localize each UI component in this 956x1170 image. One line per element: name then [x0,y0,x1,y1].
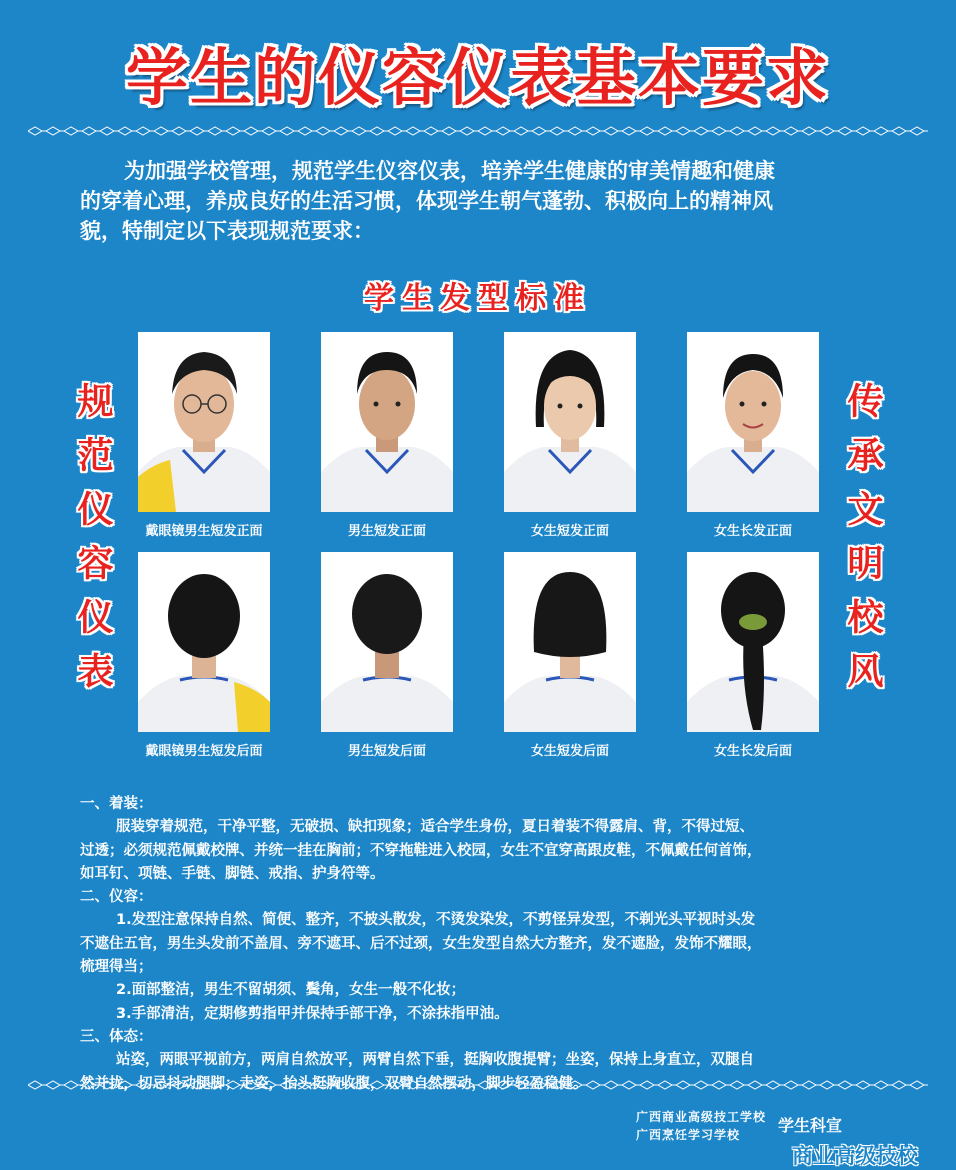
photo-girl-long-front [687,332,819,512]
rules-line: 2.面部整洁，男生不留胡须、鬓角，女生一般不化妆； [116,982,466,999]
rules-section [80,793,900,1096]
caption-girl-short-back: 女生短发后面 [530,744,609,759]
intro-line-3: 貌，特制定以下表现规范要求： [80,219,374,243]
rules-heading-dress: 一、着装： [80,796,153,812]
rules-line: 3.手部清洁，定期修剪指甲并保持手部干净，不涂抹指甲油。 [116,1005,509,1022]
page-title: 学生的仪容仪表基本要求 [125,41,830,114]
top-divider [28,126,928,136]
caption-glasses-boy-back: 戴眼镜男生短发后面 [145,744,263,759]
right-slogan: 传承文明校风 [842,382,884,706]
hairstyle-subtitle: 学生发型标准 [364,281,592,316]
photo-boy-back [321,552,453,732]
rules-line: 不遮住五官，男生头发前不盖眉、旁不遮耳、后不过颈，女生发型自然大方整齐，发不遮脸，发饰不耀眼， [80,935,762,952]
rules-line: 过透；必须规范佩戴校牌、并统一挂在胸前；不穿拖鞋进入校园，女生不宜穿高跟皮鞋，不佩戴任何首饰， [80,842,762,859]
intro-line-1: 为加强学校管理，规范学生仪容仪表，培养学生健康的审美情趣和健康 [124,159,775,183]
caption-girl-long-front: 女生长发正面 [713,524,792,539]
caption-glasses-boy-front: 戴眼镜男生短发正面 [145,524,263,539]
rules-line: 如耳钉、项链、手链、脚链、戒指、护身符等。 [80,865,385,882]
caption-girl-long-back: 女生长发后面 [713,744,792,759]
watermark: 商业高级技校 [792,1144,918,1168]
photo-boy-front [321,332,453,512]
rules-heading-posture: 三、体态： [80,1028,153,1045]
rules-line: 服装穿着规范，干净平整，无破损、缺扣现象；适合学生身份，夏日着装不得露肩、背，不得过短、 [116,819,754,836]
caption-boy-front: 男生短发正面 [347,524,426,539]
left-slogan: 规范仪容仪表 [72,382,114,706]
intro-line-2: 的穿着心理，养成良好的生活习惯，体现学生朝气蓬勃、积极向上的精神风 [80,189,773,213]
rules-heading-appearance: 二、仪容： [80,889,153,906]
photo-glasses-boy-front [138,332,270,512]
photo-glasses-boy-back [138,552,270,732]
photo-girl-short-front [504,332,636,512]
bottom-divider [28,1080,928,1090]
caption-girl-short-front: 女生短发正面 [530,524,609,539]
photo-girl-long-back [687,552,819,732]
footer-school-1: 广西商业高级技工学校 [636,1110,767,1124]
footer-dept: 学生科宣 [778,1116,843,1135]
caption-boy-back: 男生短发后面 [347,744,426,759]
intro-paragraph [80,156,880,246]
photo-girl-short-back [504,552,636,732]
rules-line: 1.发型注意保持自然、简便、整齐，不披头散发，不烫发染发，不剪怪异发型，不剃光头平视时头发 [116,912,756,929]
footer-school-2: 广西烹饪学习学校 [636,1128,741,1142]
rules-line: 梳理得当； [80,959,153,976]
rules-line: 站姿，两眼平视前方，两肩自然放平，两臂自然下垂，挺胸收腹提臂；坐姿，保持上身直立，双腿自 [116,1052,754,1069]
rules-line: 然并拢，切忌抖动腿脚；走姿，抬头挺胸收腹，双臂自然摆动，脚步轻盈稳健。 [80,1075,588,1092]
